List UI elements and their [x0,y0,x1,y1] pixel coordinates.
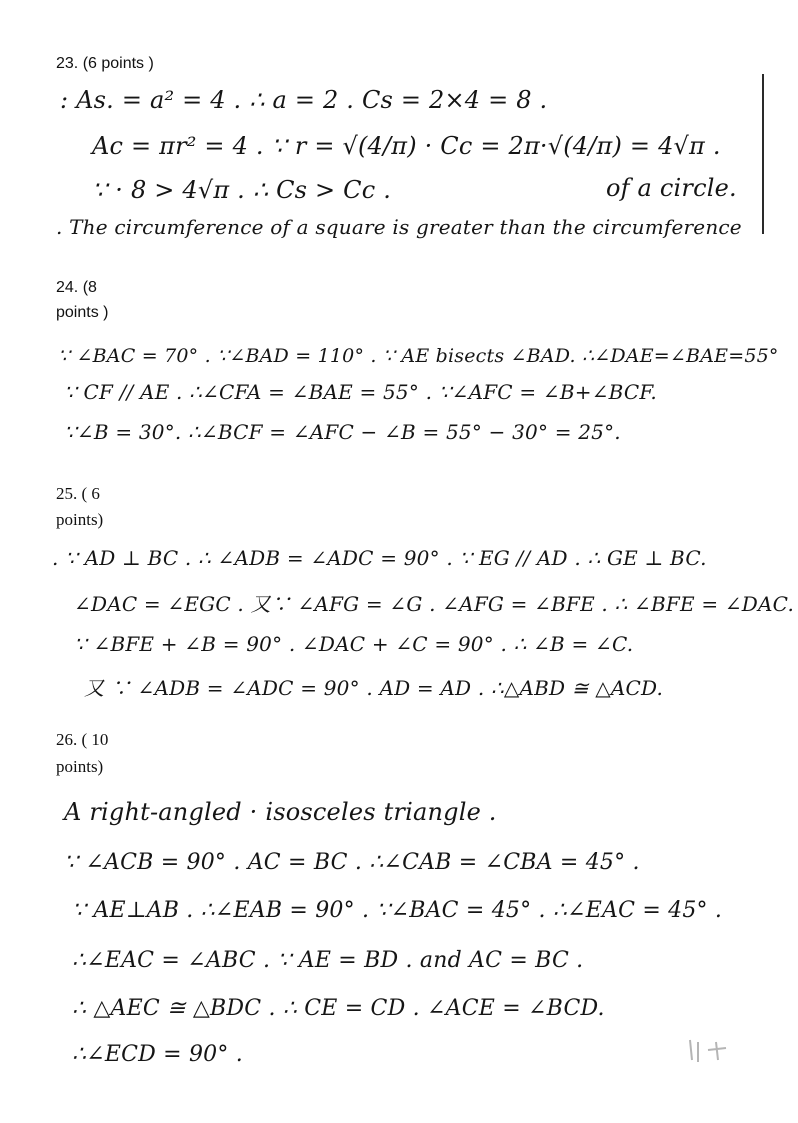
q23-header: 23. (6 points ) [56,55,154,72]
q25-line-3: ∵ ∠BFE + ∠B = 90° . ∠DAC + ∠C = 90° . ∴ ∠B = ∠C. [74,632,634,656]
q26-header-line-1: 26. ( 10 [56,730,109,749]
q24-line-3: ∵∠B = 30°. ∴∠BCF = ∠AFC − ∠B = 55° − 30° = 25°. [64,420,621,444]
q25-line-2: ∠DAC = ∠EGC . 又∵ ∠AFG = ∠G . ∠AFG = ∠BFE . ∴ ∠BFE = ∠DAC. [74,592,795,616]
q25-line-1: . ∵ AD ⊥ BC . ∴ ∠ADB = ∠ADC = 90° . ∵ EG // AD . ∴ GE ⊥ BC. [52,546,707,570]
q23-line-5: . The circumference of a square is greater than the circumference [56,215,742,239]
q24-line-1: ∵ ∠BAC = 70° . ∵∠BAD = 110° . ∵ AE bisects ∠BAD. ∴∠DAE=∠BAE=55° [58,345,779,367]
q24-header-line-2: points ) [56,304,109,321]
q23-line-2: Ac = πr² = 4 . ∵ r = √(4/π) · Cc = 2π·√(4/π) = 4√π . [92,132,721,160]
q24-header-line-1: 24. (8 [56,279,97,296]
q23-line-1: : As. = a² = 4 . ∴ a = 2 . Cs = 2×4 = 8 . [60,86,548,114]
margin-line [762,74,764,234]
q25-header-line-1: 25. ( 6 [56,484,100,503]
q26-line-6: ∴∠ECD = 90° . [72,1042,243,1067]
q26-line-5: ∴ △AEC ≅ △BDC . ∴ CE = CD . ∠ACE = ∠BCD. [72,996,605,1021]
q26-header-line-2: points) [56,757,104,776]
q23-line-3: ∵ · 8 > 4√π . ∴ Cs > Cc . [92,176,392,204]
scan-smudge-mark [686,1036,746,1066]
q23-line-4: of a circle. [606,174,737,202]
q26-line-3: ∵ AE⊥AB . ∴∠EAB = 90° . ∵∠BAC = 45° . ∴∠EAC = 45° . [72,898,723,923]
q26-line-4: ∴∠EAC = ∠ABC . ∵ AE = BD . and AC = BC . [72,948,584,973]
q26-line-1: A right-angled · isosceles triangle . [64,798,497,826]
q25-header-line-2: points) [56,510,104,529]
q25-line-4: 又 ∵ ∠ADB = ∠ADC = 90° . AD = AD . ∴△ABD ≅ △ACD. [84,676,664,700]
q26-line-2: ∵ ∠ACB = 90° . AC = BC . ∴∠CAB = ∠CBA = 45° . [64,850,640,875]
q24-line-2: ∵ CF // AE . ∴∠CFA = ∠BAE = 55° . ∵∠AFC = ∠B+∠BCF. [64,380,657,404]
